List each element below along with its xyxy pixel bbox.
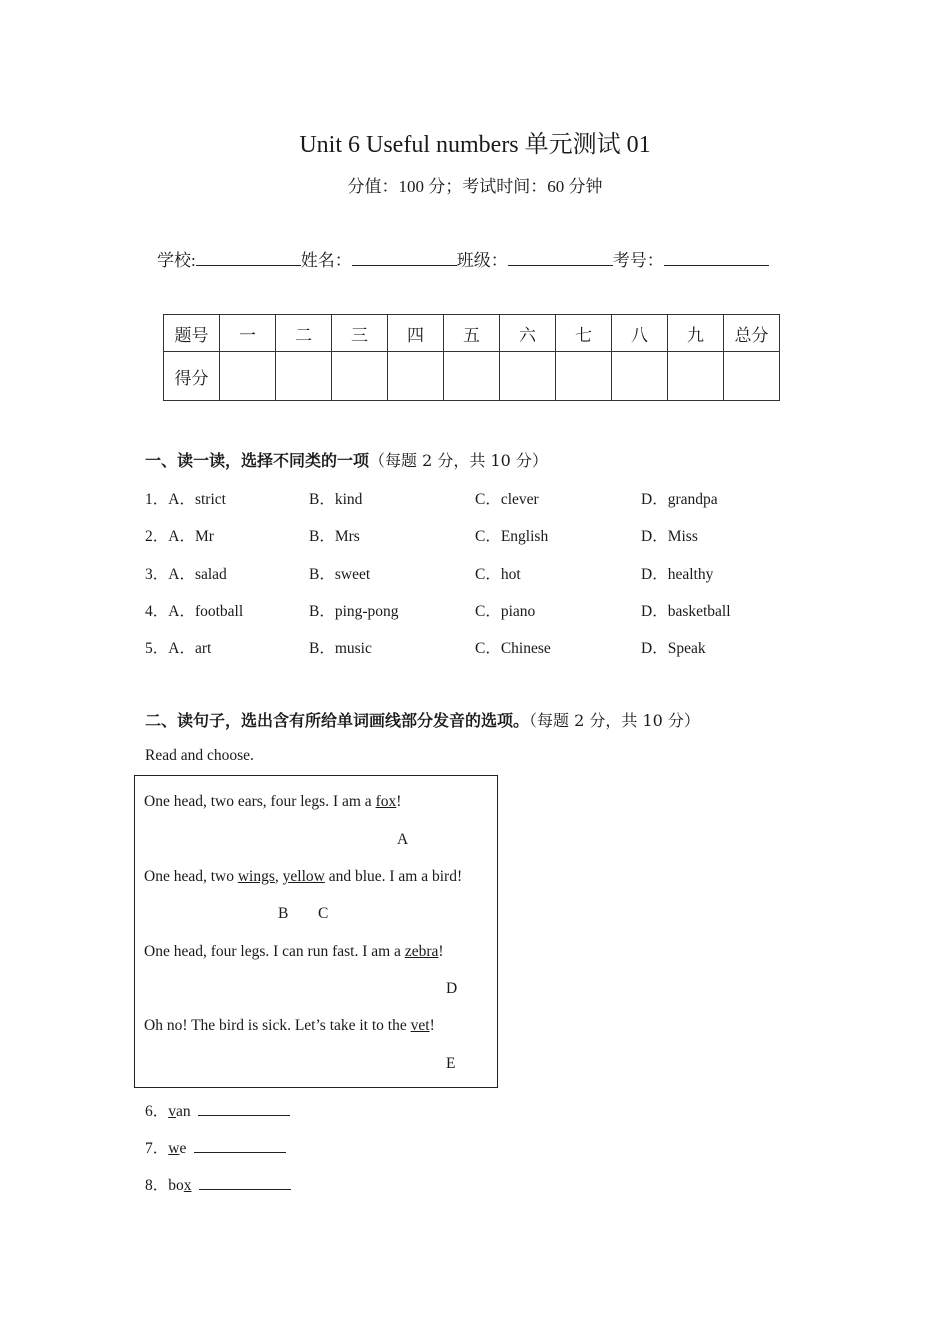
- question-row: [145, 562, 865, 584]
- question-option[interactable]: B．music: [309, 640, 372, 657]
- score-table-score-row: [164, 352, 780, 401]
- question-option[interactable]: C．English: [475, 528, 549, 545]
- score-cell[interactable]: [220, 352, 276, 401]
- score-col: 八: [612, 315, 668, 352]
- score-table-header-row: [164, 315, 780, 352]
- score-col: 一: [220, 315, 276, 352]
- question-option[interactable]: B．ping-pong: [309, 603, 399, 620]
- question-option[interactable]: B．kind: [309, 491, 363, 508]
- question-option[interactable]: D．healthy: [641, 566, 714, 583]
- exam-subtitle: 分值：100 分；考试时间：60 分钟: [347, 177, 603, 196]
- score-col: 五: [444, 315, 500, 352]
- box-label-a: A: [397, 831, 409, 848]
- reading-box: [134, 775, 498, 1088]
- box-sentence-3: One head, four legs. I can run fast. I am a zebra!: [144, 943, 444, 960]
- page-title: Unit 6 Useful numbers 单元测试 01: [299, 132, 651, 158]
- score-cell[interactable]: [500, 352, 556, 401]
- question-option[interactable]: D．grandpa: [641, 491, 718, 508]
- score-cell[interactable]: [668, 352, 724, 401]
- question-8: 8．box: [145, 1173, 291, 1195]
- question-7: 7．we: [145, 1136, 286, 1158]
- class-blank[interactable]: [508, 247, 613, 266]
- question-row: [145, 599, 865, 621]
- section1-note: （每题 2 分，共 10 分）: [369, 451, 548, 470]
- class-label: 班级：: [456, 251, 508, 270]
- question-option[interactable]: 2．A．Mr: [145, 528, 214, 545]
- question-row: [145, 636, 865, 658]
- box-label-c: C: [318, 905, 329, 922]
- score-col: 六: [500, 315, 556, 352]
- question-option[interactable]: D．Speak: [641, 640, 706, 657]
- score-cell[interactable]: [388, 352, 444, 401]
- school-blank[interactable]: [196, 247, 301, 266]
- exam-no-blank[interactable]: [664, 247, 769, 266]
- section2-note: （每题 2 分，共 10 分）: [529, 711, 700, 730]
- question-option[interactable]: 5．A．art: [145, 640, 212, 657]
- student-info-line: [157, 246, 769, 271]
- question-option[interactable]: B．sweet: [309, 566, 371, 583]
- question-option[interactable]: C．piano: [475, 603, 536, 620]
- section2-heading: 二、读句子，选出含有所给单词画线部分发音的选项。: [145, 711, 530, 730]
- score-col: 九: [668, 315, 724, 352]
- score-cell[interactable]: [276, 352, 332, 401]
- score-col: 七: [556, 315, 612, 352]
- question-option[interactable]: D．basketball: [641, 603, 731, 620]
- exam-no-label: 考号：: [612, 251, 664, 270]
- box-label-e: E: [446, 1055, 456, 1072]
- score-col: 四: [388, 315, 444, 352]
- section2-instruction: Read and choose.: [145, 747, 254, 764]
- score-table-header-label: 题号: [164, 315, 220, 352]
- score-cell[interactable]: [444, 352, 500, 401]
- score-col-total: 总分: [724, 315, 780, 352]
- question-row: [145, 524, 865, 546]
- score-cell[interactable]: [612, 352, 668, 401]
- name-blank[interactable]: [352, 247, 457, 266]
- school-label: 学校:: [157, 251, 196, 270]
- question-option[interactable]: C．clever: [475, 491, 539, 508]
- score-table: [163, 314, 780, 401]
- answer-blank[interactable]: [198, 1101, 290, 1116]
- section1-heading: 一、读一读，选择不同类的一项: [145, 451, 370, 470]
- question-option[interactable]: 1．A．strict: [145, 491, 226, 508]
- question-option[interactable]: C．hot: [475, 566, 521, 583]
- question-option[interactable]: C．Chinese: [475, 640, 551, 657]
- box-sentence-2: One head, two wings, yellow and blue. I am a bird!: [144, 868, 463, 885]
- score-cell[interactable]: [332, 352, 388, 401]
- box-label-d: D: [446, 980, 458, 997]
- question-option[interactable]: D．Miss: [641, 528, 698, 545]
- score-col: 三: [332, 315, 388, 352]
- question-row: [145, 487, 865, 509]
- section1-title: [145, 448, 548, 471]
- question-6: 6．van: [145, 1099, 290, 1121]
- answer-blank[interactable]: [199, 1175, 291, 1190]
- box-label-b: B: [278, 905, 289, 922]
- name-label: 姓名：: [300, 251, 352, 270]
- score-cell[interactable]: [556, 352, 612, 401]
- box-sentence-1: One head, two ears, four legs. I am a fox!: [144, 793, 402, 810]
- question-option[interactable]: 3．A．salad: [145, 566, 227, 583]
- section2-title: [145, 708, 700, 731]
- box-sentence-4: Oh no! The bird is sick. Let’s take it to the vet!: [144, 1017, 435, 1034]
- question-option[interactable]: 4．A．football: [145, 603, 244, 620]
- score-col: 二: [276, 315, 332, 352]
- question-option[interactable]: B．Mrs: [309, 528, 360, 545]
- answer-blank[interactable]: [194, 1138, 286, 1153]
- score-table-score-label: 得分: [164, 352, 220, 401]
- score-cell-total[interactable]: [724, 352, 780, 401]
